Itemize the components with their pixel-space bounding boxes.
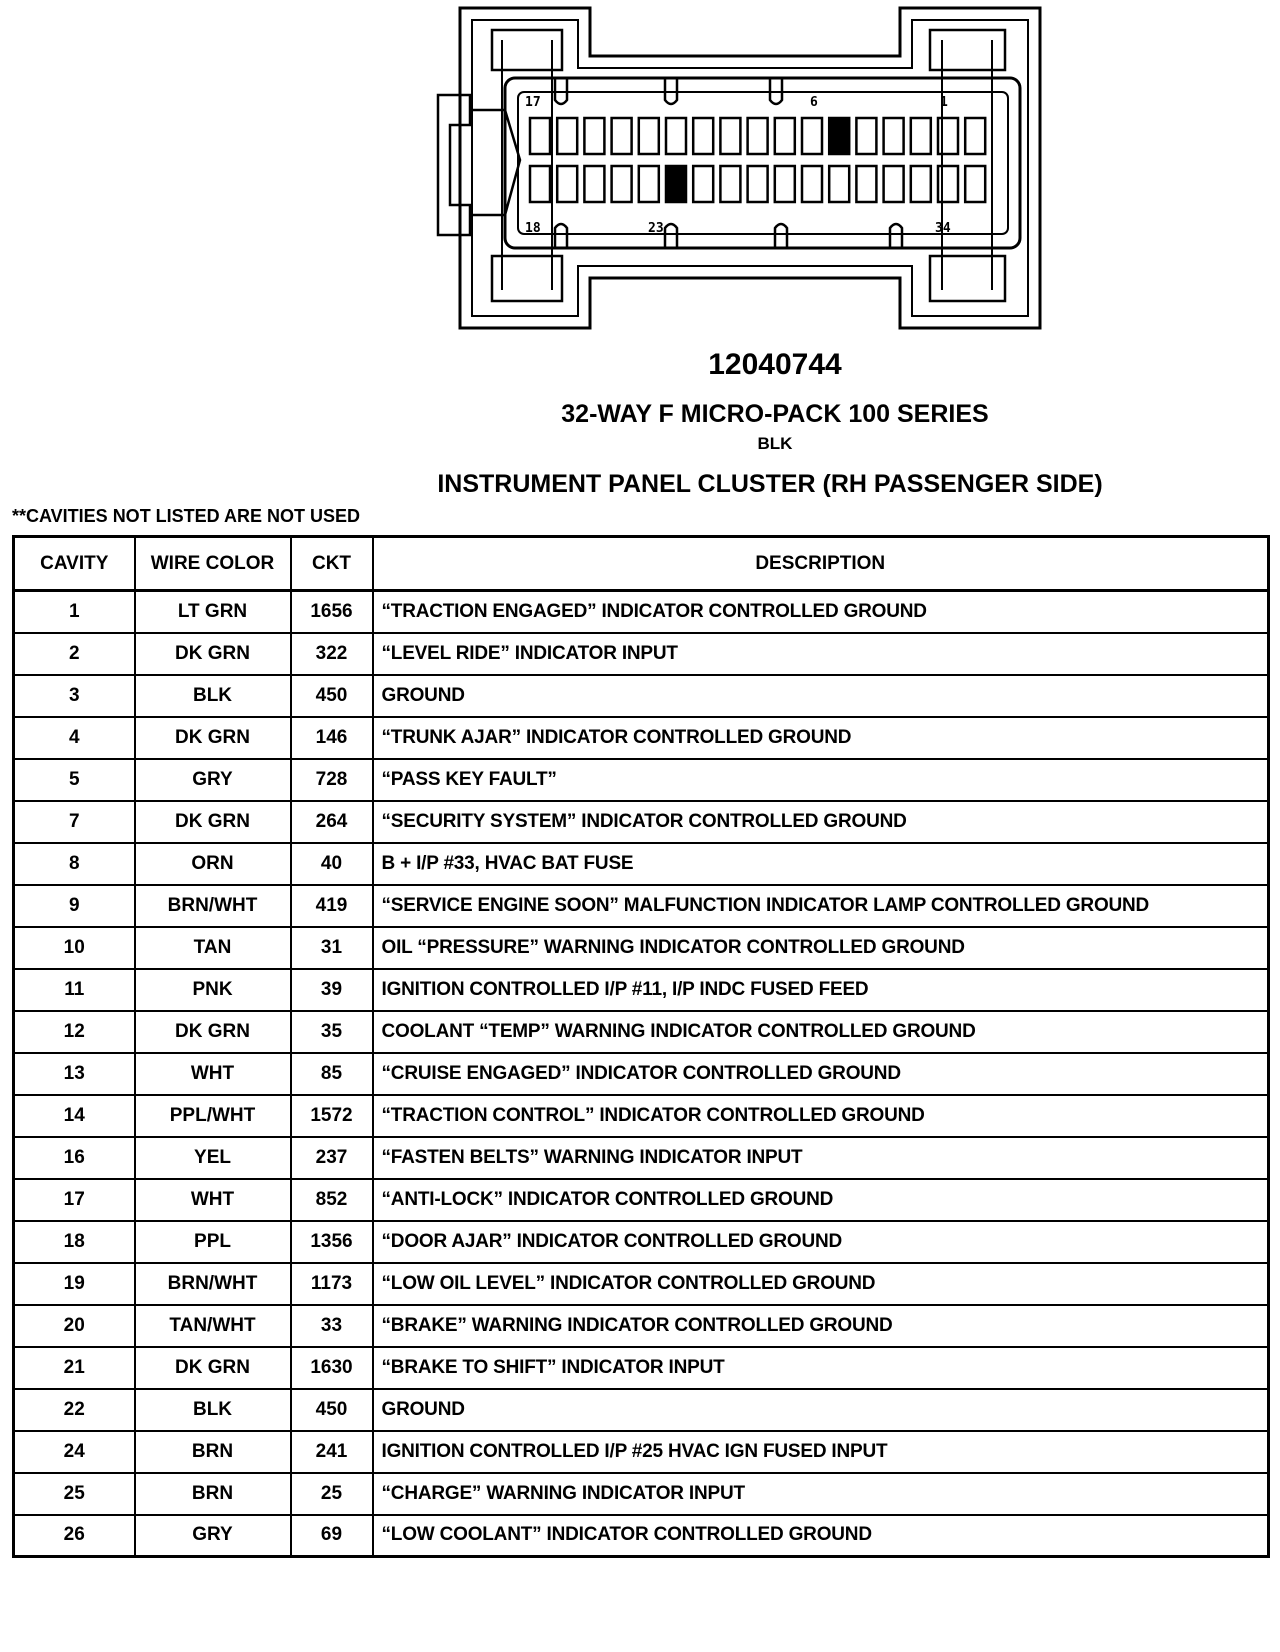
pin-cavity [829, 118, 849, 154]
connector-diagram [430, 0, 1080, 340]
cell-description: GROUND [373, 1389, 1269, 1431]
cell-cavity: 2 [14, 633, 135, 675]
part-number: 12040744 [708, 348, 842, 381]
cell-wire-color: ORN [135, 843, 291, 885]
cell-wire-color: GRY [135, 1515, 291, 1557]
cell-cavity: 22 [14, 1389, 135, 1431]
cell-description: “ANTI-LOCK” INDICATOR CONTROLLED GROUND [373, 1179, 1269, 1221]
pin-label-1: 1 [940, 95, 948, 110]
cavity-note: **CAVITIES NOT LISTED ARE NOT USED [12, 506, 361, 526]
table-row [14, 1011, 1269, 1053]
cell-wire-color: GRY [135, 759, 291, 801]
pin-cavity [557, 166, 577, 202]
pin-label-18: 18 [525, 221, 541, 236]
cell-description: “TRACTION ENGAGED” INDICATOR CONTROLLED GROUND [373, 591, 1269, 633]
pin-cavity [612, 166, 632, 202]
pin-cavity [802, 118, 822, 154]
bottom-pin-row [530, 166, 985, 202]
table-row [14, 1053, 1269, 1095]
cell-wire-color: DK GRN [135, 633, 291, 675]
connector-type: 32-WAY F MICRO-PACK 100 SERIES [561, 400, 989, 428]
cell-cavity: 24 [14, 1431, 135, 1473]
cell-cavity: 1 [14, 591, 135, 633]
table-row [14, 675, 1269, 717]
cell-description: “SERVICE ENGINE SOON” MALFUNCTION INDICATOR LAMP CONTROLLED GROUND [373, 885, 1269, 927]
cell-wire-color: YEL [135, 1137, 291, 1179]
cell-ckt: 450 [291, 1389, 373, 1431]
pin-cavity [639, 166, 659, 202]
cell-wire-color: DK GRN [135, 801, 291, 843]
cell-cavity: 17 [14, 1179, 135, 1221]
cell-wire-color: BRN/WHT [135, 885, 291, 927]
cell-ckt: 1173 [291, 1263, 373, 1305]
table-row [14, 1305, 1269, 1347]
pin-cavity [584, 118, 604, 154]
cell-description: “CRUISE ENGAGED” INDICATOR CONTROLLED GROUND [373, 1053, 1269, 1095]
cell-description: “FASTEN BELTS” WARNING INDICATOR INPUT [373, 1137, 1269, 1179]
cell-description: “CHARGE” WARNING INDICATOR INPUT [373, 1473, 1269, 1515]
cell-cavity: 5 [14, 759, 135, 801]
table-row [14, 1473, 1269, 1515]
cell-ckt: 146 [291, 717, 373, 759]
table-row [14, 1389, 1269, 1431]
cell-description: GROUND [373, 675, 1269, 717]
table-row [14, 591, 1269, 633]
cell-wire-color: BRN [135, 1431, 291, 1473]
cell-cavity: 19 [14, 1263, 135, 1305]
cell-cavity: 25 [14, 1473, 135, 1515]
cell-ckt: 1572 [291, 1095, 373, 1137]
cell-wire-color: BLK [135, 1389, 291, 1431]
cell-ckt: 69 [291, 1515, 373, 1557]
cell-description: “TRUNK AJAR” INDICATOR CONTROLLED GROUND [373, 717, 1269, 759]
table-row [14, 1179, 1269, 1221]
pin-cavity [775, 118, 795, 154]
cell-wire-color: WHT [135, 1179, 291, 1221]
cell-wire-color: DK GRN [135, 717, 291, 759]
table-row [14, 1137, 1269, 1179]
pin-label-23: 23 [648, 221, 664, 236]
cell-ckt: 241 [291, 1431, 373, 1473]
pin-cavity [884, 166, 904, 202]
connector-location: INSTRUMENT PANEL CLUSTER (RH PASSENGER SIDE) [437, 470, 1103, 498]
pin-cavity [884, 118, 904, 154]
cell-description: “DOOR AJAR” INDICATOR CONTROLLED GROUND [373, 1221, 1269, 1263]
cell-cavity: 16 [14, 1137, 135, 1179]
cell-wire-color: WHT [135, 1053, 291, 1095]
header-description: DESCRIPTION [373, 537, 1269, 591]
pin-cavity [965, 166, 985, 202]
cell-cavity: 10 [14, 927, 135, 969]
cell-ckt: 31 [291, 927, 373, 969]
pin-cavity [829, 166, 849, 202]
cell-description: “BRAKE” WARNING INDICATOR CONTROLLED GROUND [373, 1305, 1269, 1347]
table-row [14, 885, 1269, 927]
cell-wire-color: BRN [135, 1473, 291, 1515]
cell-ckt: 728 [291, 759, 373, 801]
pin-cavity [720, 118, 740, 154]
cell-description: “LEVEL RIDE” INDICATOR INPUT [373, 633, 1269, 675]
cell-description: IGNITION CONTROLLED I/P #25 HVAC IGN FUSED INPUT [373, 1431, 1269, 1473]
cell-description: “LOW COOLANT” INDICATOR CONTROLLED GROUND [373, 1515, 1269, 1557]
pin-cavity [911, 118, 931, 154]
cell-description: “LOW OIL LEVEL” INDICATOR CONTROLLED GROUND [373, 1263, 1269, 1305]
pin-cavity [584, 166, 604, 202]
pin-cavity [530, 118, 550, 154]
cell-description: “TRACTION CONTROL” INDICATOR CONTROLLED GROUND [373, 1095, 1269, 1137]
pin-cavity [748, 118, 768, 154]
cell-ckt: 1356 [291, 1221, 373, 1263]
cell-ckt: 237 [291, 1137, 373, 1179]
connector-housing-inner [472, 20, 1028, 316]
table-row [14, 1095, 1269, 1137]
cell-ckt: 264 [291, 801, 373, 843]
pin-cavity [775, 166, 795, 202]
table-header-row [14, 537, 1269, 591]
cell-ckt: 33 [291, 1305, 373, 1347]
pin-cavity [965, 118, 985, 154]
cell-cavity: 9 [14, 885, 135, 927]
cell-cavity: 12 [14, 1011, 135, 1053]
header-ckt: CKT [291, 537, 373, 591]
cell-cavity: 20 [14, 1305, 135, 1347]
pin-cavity [856, 118, 876, 154]
pin-cavity [639, 118, 659, 154]
pin-cavity [666, 118, 686, 154]
pin-cavity [666, 166, 686, 202]
cell-ckt: 85 [291, 1053, 373, 1095]
cell-ckt: 450 [291, 675, 373, 717]
table-row [14, 969, 1269, 1011]
cell-cavity: 14 [14, 1095, 135, 1137]
cell-cavity: 4 [14, 717, 135, 759]
cell-wire-color: DK GRN [135, 1347, 291, 1389]
table-row [14, 1221, 1269, 1263]
cell-cavity: 26 [14, 1515, 135, 1557]
cell-description: “BRAKE TO SHIFT” INDICATOR INPUT [373, 1347, 1269, 1389]
pin-label-17: 17 [525, 95, 541, 110]
cell-ckt: 25 [291, 1473, 373, 1515]
cell-cavity: 13 [14, 1053, 135, 1095]
cell-ckt: 39 [291, 969, 373, 1011]
pin-cavity [557, 118, 577, 154]
lock-tab [438, 95, 470, 235]
pin-cavity [530, 166, 550, 202]
cell-cavity: 11 [14, 969, 135, 1011]
table-row [14, 801, 1269, 843]
cell-wire-color: LT GRN [135, 591, 291, 633]
pinout-table [12, 535, 1270, 1558]
cell-wire-color: BRN/WHT [135, 1263, 291, 1305]
pin-cavity [802, 166, 822, 202]
cell-cavity: 7 [14, 801, 135, 843]
header-wire-color: WIRE COLOR [135, 537, 291, 591]
cell-ckt: 35 [291, 1011, 373, 1053]
top-pin-row [530, 118, 985, 154]
cell-description: “SECURITY SYSTEM” INDICATOR CONTROLLED GROUND [373, 801, 1269, 843]
cell-ckt: 1630 [291, 1347, 373, 1389]
pin-cavity [693, 166, 713, 202]
cell-ckt: 322 [291, 633, 373, 675]
pin-cavity [693, 118, 713, 154]
pin-cavity [612, 118, 632, 154]
cell-cavity: 3 [14, 675, 135, 717]
cell-description: IGNITION CONTROLLED I/P #11, I/P INDC FUSED FEED [373, 969, 1269, 1011]
table-row [14, 843, 1269, 885]
connector-housing-outline [460, 8, 1040, 328]
cell-wire-color: DK GRN [135, 1011, 291, 1053]
header-cavity: CAVITY [14, 537, 135, 591]
pin-cavity [856, 166, 876, 202]
cell-cavity: 21 [14, 1347, 135, 1389]
cell-ckt: 40 [291, 843, 373, 885]
cell-description: COOLANT “TEMP” WARNING INDICATOR CONTROLLED GROUND [373, 1011, 1269, 1053]
cell-ckt: 852 [291, 1179, 373, 1221]
pin-cavity [748, 166, 768, 202]
pin-cavity [720, 166, 740, 202]
cell-wire-color: PNK [135, 969, 291, 1011]
table-row [14, 1347, 1269, 1389]
pin-label-6: 6 [810, 95, 818, 110]
cell-wire-color: TAN/WHT [135, 1305, 291, 1347]
table-row [14, 927, 1269, 969]
cell-ckt: 1656 [291, 591, 373, 633]
cell-wire-color: PPL [135, 1221, 291, 1263]
pin-label-34: 34 [935, 221, 951, 236]
table-row [14, 1431, 1269, 1473]
cell-ckt: 419 [291, 885, 373, 927]
cell-description: OIL “PRESSURE” WARNING INDICATOR CONTROLLED GROUND [373, 927, 1269, 969]
cell-cavity: 18 [14, 1221, 135, 1263]
table-row [14, 1515, 1269, 1557]
cell-wire-color: PPL/WHT [135, 1095, 291, 1137]
cell-cavity: 8 [14, 843, 135, 885]
cell-description: “PASS KEY FAULT” [373, 759, 1269, 801]
pin-cavity [911, 166, 931, 202]
table-row [14, 759, 1269, 801]
table-row [14, 633, 1269, 675]
connector-color: BLK [757, 434, 793, 453]
table-row [14, 717, 1269, 759]
table-row [14, 1263, 1269, 1305]
cell-description: B + I/P #33, HVAC BAT FUSE [373, 843, 1269, 885]
cell-wire-color: BLK [135, 675, 291, 717]
cell-wire-color: TAN [135, 927, 291, 969]
